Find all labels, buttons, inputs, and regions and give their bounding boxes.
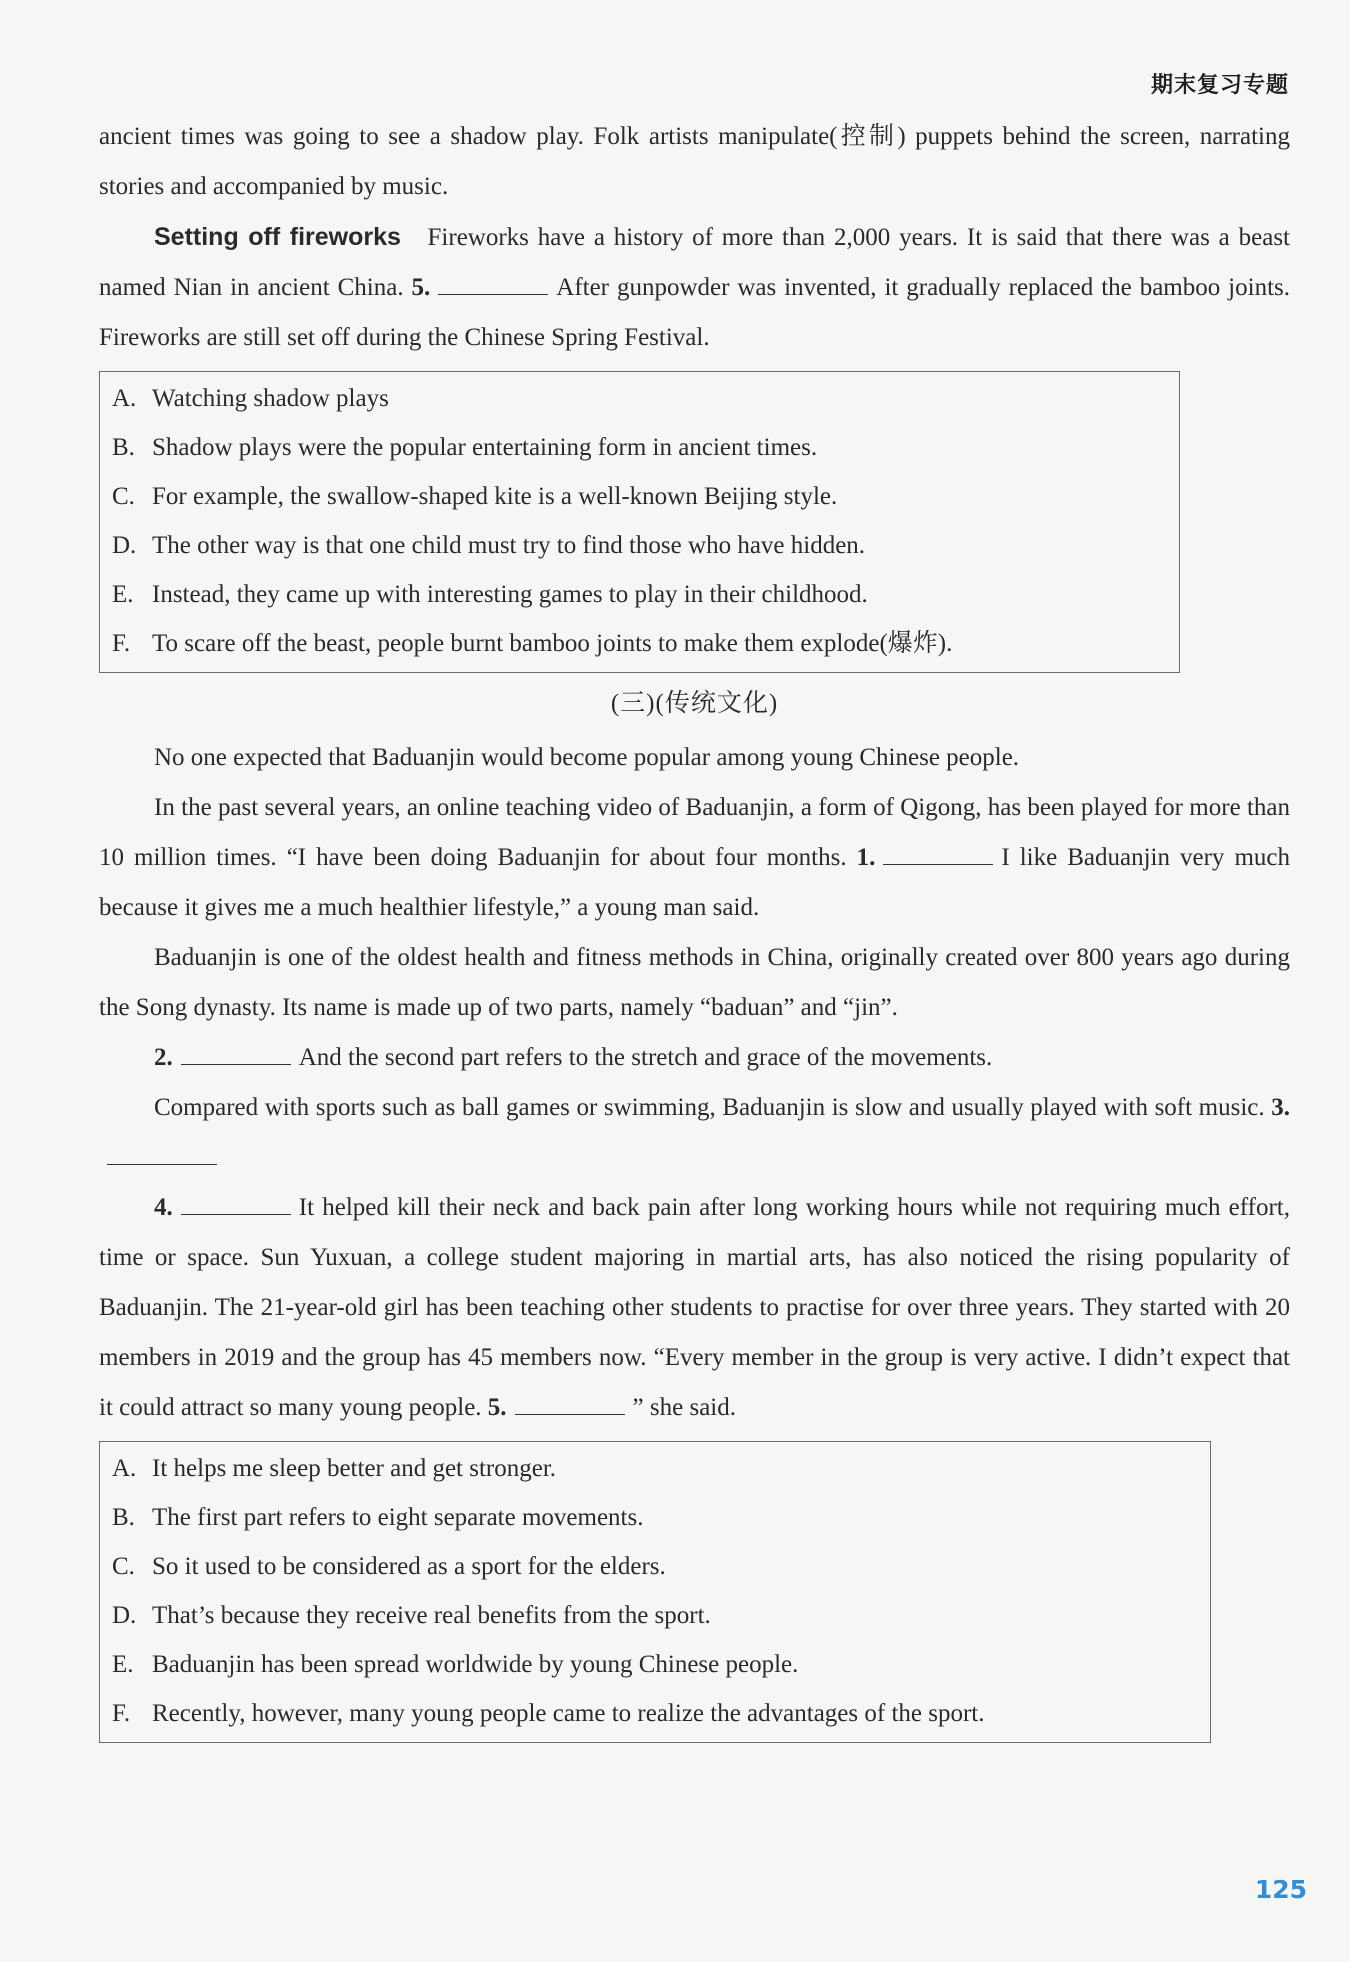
paragraph-6: 4. It helped kill their neck and back pain after long working hours while not requiring much effort, time or space. Sun Yuxuan, a college student majoring in martial arts, has also noticed the rising popularity of Baduanjin. The 21-year-old girl has been teaching other students to practise for over three years. They started with 20 members in 2019 and the group has 45 members now. “Every member in the group is very active. I didn’t expect that it could attract so many young people. 5. ” she said. bbox=[99, 1194, 1290, 1421]
option-c: C. For example, the swallow-shaped kite is a well-known Beijing style. bbox=[112, 483, 838, 510]
options-box-1 bbox=[99, 371, 1180, 673]
paragraph-1: No one expected that Baduanjin would become popular among young Chinese people. bbox=[154, 744, 1020, 771]
content bbox=[99, 112, 1290, 1749]
answer-blank[interactable] bbox=[107, 1142, 217, 1165]
continued-paragraph: ancient times was going to see a shadow play. Folk artists manipulate(控制) puppets behind the screen, narrating stories and accompanied by music. bbox=[99, 123, 1290, 200]
question-number: 1. bbox=[856, 844, 876, 871]
answer-blank[interactable] bbox=[438, 272, 548, 295]
option-a: A. It helps me sleep better and get stronger. bbox=[112, 1455, 557, 1482]
option-b: B. The first part refers to eight separate movements. bbox=[112, 1504, 644, 1531]
option-e: E. Instead, they came up with interesting games to play in their childhood. bbox=[112, 581, 868, 608]
paragraph-2: In the past several years, an online teaching video of Baduanjin, a form of Qigong, has been played for more than 10 million times. “I have been doing Baduanjin for about four months. 1. I like Baduanjin very much because it gives me a much healthier lifestyle,” a young man said. bbox=[99, 794, 1290, 921]
fireworks-text-after: After gunpowder was invented, it gradually replaced the bamboo joints. Fireworks are still set off during the Chinese Spring Festival. bbox=[99, 274, 1290, 351]
question-number: 5. bbox=[487, 1394, 507, 1421]
page-number: 125 bbox=[1254, 1875, 1307, 1904]
question-number: 3. bbox=[1271, 1094, 1290, 1121]
option-a: A. Watching shadow plays bbox=[112, 385, 389, 412]
question-number: 5. bbox=[411, 274, 431, 301]
option-f: F. To scare off the beast, people burnt bamboo joints to make them explode(爆炸). bbox=[112, 630, 953, 657]
option-c: C. So it used to be considered as a sport for the elders. bbox=[112, 1553, 666, 1580]
answer-blank[interactable] bbox=[515, 1392, 625, 1415]
option-b: B. Shadow plays were the popular entertaining form in ancient times. bbox=[112, 434, 818, 461]
paragraph-5: Compared with sports such as ball games or swimming, Baduanjin is slow and usually played with soft music. 3. bbox=[99, 1083, 1290, 1183]
page-header: 期末复习专题 bbox=[1150, 73, 1289, 98]
options-box-2 bbox=[99, 1441, 1211, 1743]
fireworks-text-before: Fireworks have a history of more than 2,000 years. It is said that there was a beast named Nian in ancient China. bbox=[99, 224, 1291, 301]
section-title: (三)(传统文化) bbox=[610, 690, 779, 717]
paragraph-3: Baduanjin is one of the oldest health and fitness methods in China, originally created over 800 years ago during the Song dynasty. Its name is made up of two parts, namely “baduan” and “jin”. bbox=[99, 944, 1290, 1021]
fireworks-heading: Setting off fireworks bbox=[154, 223, 401, 251]
answer-blank[interactable] bbox=[181, 1192, 291, 1215]
option-d: D. The other way is that one child must try to find those who have hidden. bbox=[112, 532, 866, 559]
answer-blank[interactable] bbox=[883, 842, 993, 865]
option-f: F. Recently, however, many young people came to realize the advantages of the sport. bbox=[112, 1700, 985, 1727]
option-e: E. Baduanjin has been spread worldwide by young Chinese people. bbox=[112, 1651, 799, 1678]
fireworks-paragraph bbox=[99, 212, 1290, 363]
option-d: D. That’s because they receive real benefits from the sport. bbox=[112, 1602, 711, 1629]
answer-blank[interactable] bbox=[181, 1042, 291, 1065]
paragraph-4: 2. And the second part refers to the stretch and grace of the movements. bbox=[154, 1044, 993, 1071]
question-number: 4. bbox=[154, 1194, 173, 1221]
question-number: 2. bbox=[154, 1044, 173, 1071]
